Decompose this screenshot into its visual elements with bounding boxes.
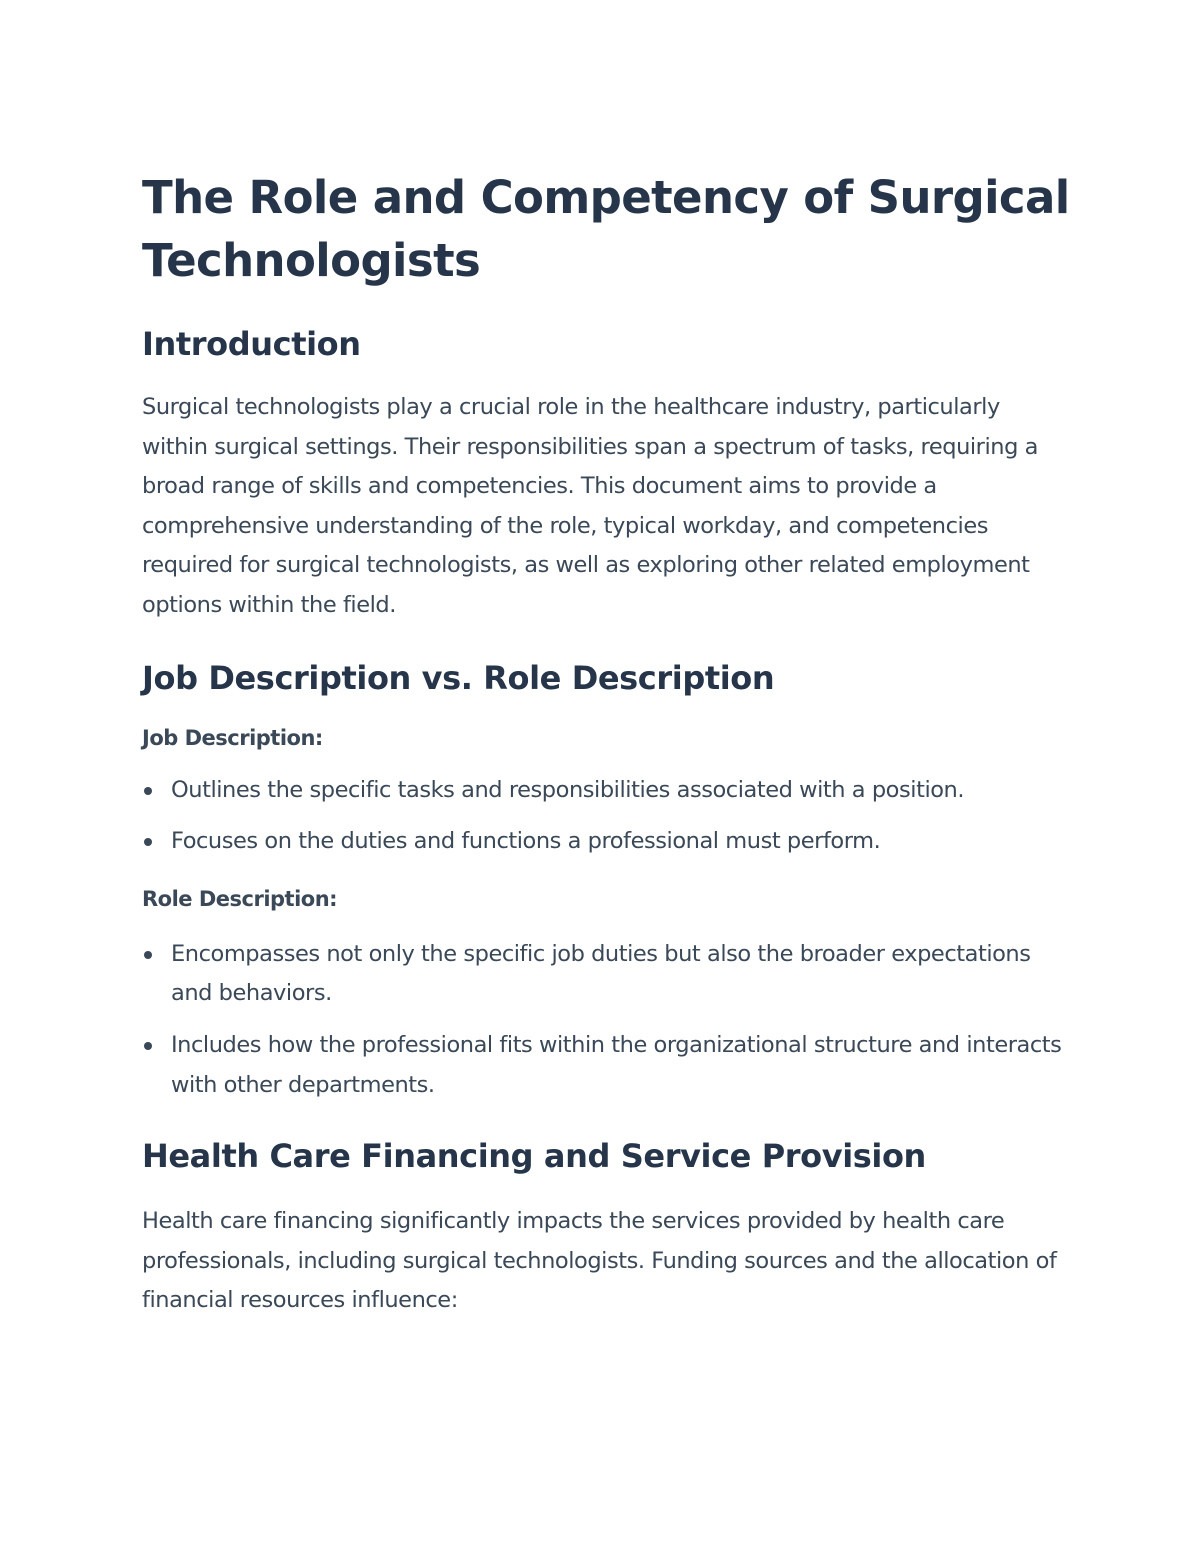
introduction-paragraph: Surgical technologists play a crucial role in the healthcare industry, particularly within surgical settings. Their responsibilities span a spectrum of tasks, requiring a broad range of skills and competencies. This document aims to provide a comprehensive understanding of the role, typical workday, and competencies required for surgical technologists, as well as exploring other related employment options within the field.: [142, 394, 1038, 618]
bullet-icon: [144, 787, 152, 795]
role-description-label: Role Description:: [142, 886, 338, 911]
job-description-label: Job Description:: [142, 725, 323, 750]
role-description-list: [142, 935, 1072, 1105]
bullet-icon: [144, 951, 152, 959]
financing-heading: Health Care Financing and Service Provision: [142, 1137, 926, 1176]
list-item-text: Outlines the specific tasks and responsibilities associated with a position.: [171, 776, 965, 803]
list-item: [142, 822, 1072, 862]
list-item-text: Includes how the professional fits within the organizational structure and interacts with other departments.: [171, 1031, 1062, 1098]
job-description-list: [142, 771, 1072, 862]
list-item-text: Encompasses not only the specific job duties but also the broader expectations and behaviors.: [171, 940, 1031, 1007]
list-item-text: Focuses on the duties and functions a professional must perform.: [171, 828, 881, 855]
job-vs-role-heading: Job Description vs. Role Description: [142, 658, 775, 697]
bullet-icon: [144, 1042, 152, 1050]
list-item: [142, 771, 1072, 811]
bullet-icon: [144, 838, 152, 846]
document-title: The Role and Competency of Surgical Technologists: [142, 171, 1070, 287]
list-item: [142, 935, 1072, 1014]
list-item: [142, 1026, 1072, 1105]
document-page: [142, 166, 1072, 1321]
financing-paragraph: Health care financing significantly impacts the services provided by health care professionals, including surgical technologists. Funding sources and the allocation of financial resources influence:: [142, 1208, 1057, 1314]
introduction-heading: Introduction: [142, 325, 361, 363]
